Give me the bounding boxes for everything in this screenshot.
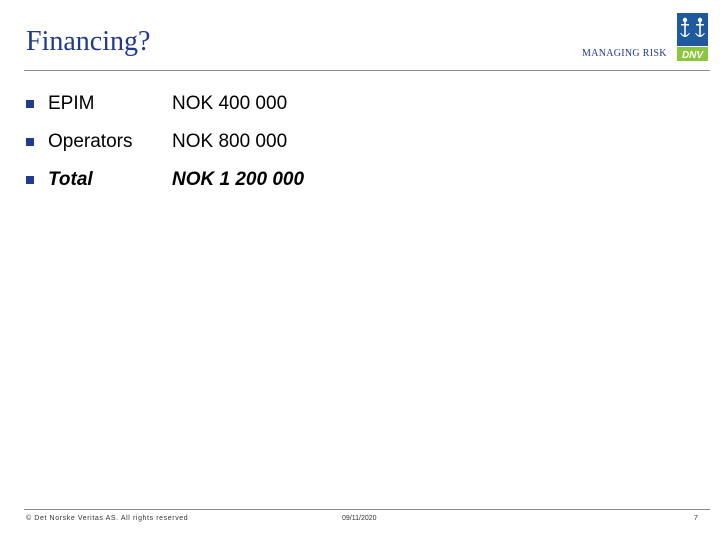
tagline: MANAGING RISK <box>582 48 667 59</box>
list-item <box>26 131 426 169</box>
bullet-square-icon <box>26 138 34 146</box>
footer-copyright: © Det Norske Veritas AS. All rights reserved <box>26 515 189 522</box>
title-divider <box>24 70 710 71</box>
bullet-square-icon <box>26 100 34 108</box>
item-label: Total <box>48 169 93 190</box>
slide-title: Financing? <box>26 26 151 57</box>
item-value: NOK 1 200 000 <box>172 169 305 190</box>
item-value: NOK 400 000 <box>172 93 288 114</box>
list-item <box>26 93 426 131</box>
list-item-total <box>26 169 426 207</box>
page-number: 7 <box>694 515 698 522</box>
item-label: Operators <box>48 131 133 152</box>
item-label: EPIM <box>48 93 95 114</box>
footer-date: 09/11/2020 <box>342 515 377 522</box>
item-value: NOK 800 000 <box>172 131 288 152</box>
dnv-logo <box>677 13 708 61</box>
footer-divider <box>24 509 710 510</box>
logo-text: DNV <box>681 50 704 61</box>
bullet-square-icon <box>26 176 34 184</box>
bullet-list <box>26 93 426 207</box>
